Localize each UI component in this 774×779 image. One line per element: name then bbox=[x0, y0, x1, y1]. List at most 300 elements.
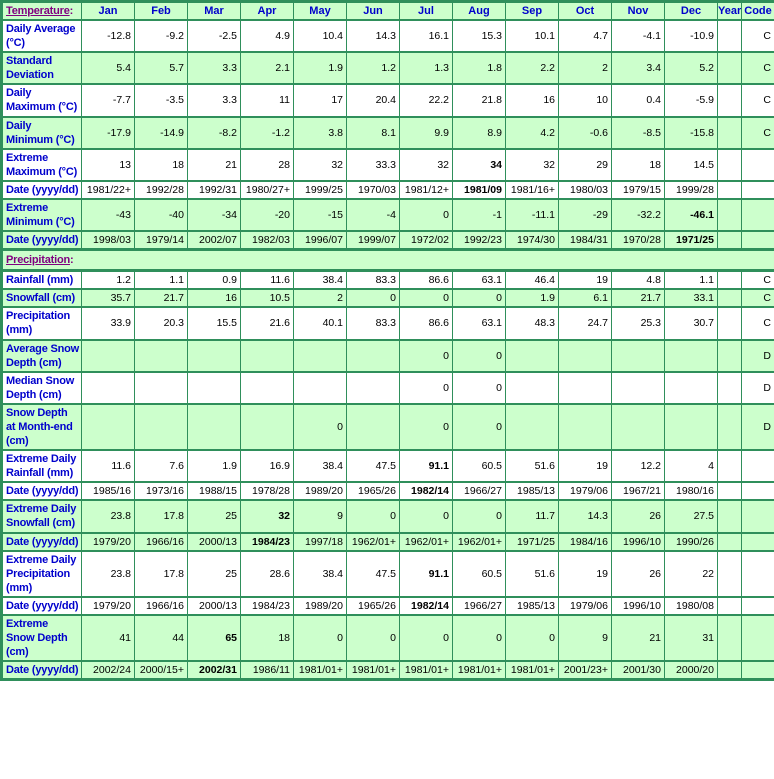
cell-extreme-daily-precipitation-may: 38.4 bbox=[294, 551, 347, 597]
cell-daily-minimum-aug: 8.9 bbox=[453, 117, 506, 149]
cell-extreme-daily-rainfall-aug: 60.5 bbox=[453, 450, 506, 482]
cell-extreme-daily-snowfall-date-aug: 1962/01+ bbox=[453, 533, 506, 551]
cell-daily-average-year bbox=[718, 20, 742, 52]
cell-extreme-minimum-date-year bbox=[718, 231, 742, 250]
row-label-daily-minimum: Daily Minimum (°C) bbox=[2, 117, 82, 149]
table-row-extreme-maximum bbox=[2, 149, 774, 181]
cell-daily-maximum-code: C bbox=[742, 84, 774, 116]
cell-median-snow-depth-sep bbox=[506, 372, 559, 404]
cell-rainfall-dec: 1.1 bbox=[665, 271, 718, 290]
cell-extreme-snow-depth-sep: 0 bbox=[506, 615, 559, 661]
cell-average-snow-depth-aug: 0 bbox=[453, 340, 506, 372]
cell-extreme-daily-precipitation-feb: 17.8 bbox=[135, 551, 188, 597]
cell-extreme-snow-depth-code bbox=[742, 615, 774, 661]
cell-standard-deviation-jul: 1.3 bbox=[400, 52, 453, 84]
precipitation-section-colon: : bbox=[70, 254, 74, 267]
cell-extreme-daily-precipitation-date-apr: 1984/23 bbox=[241, 597, 294, 615]
cell-precipitation-oct: 24.7 bbox=[559, 307, 612, 339]
cell-snowfall-apr: 10.5 bbox=[241, 289, 294, 307]
cell-extreme-daily-snowfall-date-year bbox=[718, 533, 742, 551]
cell-extreme-minimum-nov: -32.2 bbox=[612, 199, 665, 231]
row-label-extreme-minimum-date: Date (yyyy/dd) bbox=[2, 231, 82, 250]
table-row-snowfall bbox=[2, 289, 774, 307]
cell-rainfall-jul: 86.6 bbox=[400, 271, 453, 290]
cell-extreme-daily-rainfall-date-nov: 1967/21 bbox=[612, 482, 665, 500]
cell-extreme-daily-rainfall-apr: 16.9 bbox=[241, 450, 294, 482]
cell-extreme-daily-rainfall-jun: 47.5 bbox=[347, 450, 400, 482]
cell-extreme-daily-snowfall-date-jan: 1979/20 bbox=[82, 533, 135, 551]
cell-snow-depth-month-end-apr bbox=[241, 404, 294, 450]
table-row-extreme-daily-snowfall bbox=[2, 500, 774, 532]
temperature-colon: : bbox=[69, 5, 74, 17]
cell-extreme-maximum-feb: 18 bbox=[135, 149, 188, 181]
temperature-link[interactable]: Temperature bbox=[6, 5, 70, 17]
cell-rainfall-apr: 11.6 bbox=[241, 271, 294, 290]
row-label-snowfall: Snowfall (cm) bbox=[2, 289, 82, 307]
cell-snow-depth-month-end-sep bbox=[506, 404, 559, 450]
cell-extreme-maximum-date-nov: 1979/15 bbox=[612, 181, 665, 199]
table-row-precipitation bbox=[2, 307, 774, 339]
cell-extreme-daily-snowfall-date-code bbox=[742, 533, 774, 551]
cell-precipitation-nov: 25.3 bbox=[612, 307, 665, 339]
cell-extreme-daily-rainfall-oct: 19 bbox=[559, 450, 612, 482]
cell-extreme-maximum-jul: 32 bbox=[400, 149, 453, 181]
cell-average-snow-depth-sep bbox=[506, 340, 559, 372]
cell-extreme-snow-depth-date-code bbox=[742, 661, 774, 680]
cell-daily-maximum-jan: -7.7 bbox=[82, 84, 135, 116]
cell-extreme-snow-depth-mar: 65 bbox=[188, 615, 241, 661]
cell-extreme-maximum-nov: 18 bbox=[612, 149, 665, 181]
cell-snowfall-year bbox=[718, 289, 742, 307]
cell-daily-average-may: 10.4 bbox=[294, 20, 347, 52]
cell-average-snow-depth-nov bbox=[612, 340, 665, 372]
cell-extreme-daily-rainfall-date-mar: 1988/15 bbox=[188, 482, 241, 500]
column-header-jun: Jun bbox=[347, 2, 400, 21]
row-label-extreme-daily-precipitation-date: Date (yyyy/dd) bbox=[2, 597, 82, 615]
cell-median-snow-depth-nov bbox=[612, 372, 665, 404]
cell-standard-deviation-sep: 2.2 bbox=[506, 52, 559, 84]
cell-extreme-daily-precipitation-apr: 28.6 bbox=[241, 551, 294, 597]
cell-extreme-daily-snowfall-apr: 32 bbox=[241, 500, 294, 532]
cell-extreme-daily-rainfall-date-aug: 1966/27 bbox=[453, 482, 506, 500]
cell-rainfall-sep: 46.4 bbox=[506, 271, 559, 290]
cell-daily-minimum-jul: 9.9 bbox=[400, 117, 453, 149]
cell-median-snow-depth-jan bbox=[82, 372, 135, 404]
precipitation-section-row bbox=[2, 250, 774, 271]
cell-average-snow-depth-oct bbox=[559, 340, 612, 372]
cell-extreme-daily-rainfall-date-jul: 1982/14 bbox=[400, 482, 453, 500]
cell-extreme-minimum-jul: 0 bbox=[400, 199, 453, 231]
column-header-jan: Jan bbox=[82, 2, 135, 21]
table-row-daily-maximum bbox=[2, 84, 774, 116]
cell-median-snow-depth-dec bbox=[665, 372, 718, 404]
cell-extreme-daily-rainfall-date-year bbox=[718, 482, 742, 500]
cell-extreme-daily-snowfall-jun: 0 bbox=[347, 500, 400, 532]
cell-extreme-snow-depth-date-nov: 2001/30 bbox=[612, 661, 665, 680]
cell-rainfall-oct: 19 bbox=[559, 271, 612, 290]
cell-median-snow-depth-mar bbox=[188, 372, 241, 404]
cell-median-snow-depth-jul: 0 bbox=[400, 372, 453, 404]
cell-extreme-daily-precipitation-date-jun: 1965/26 bbox=[347, 597, 400, 615]
cell-extreme-daily-snowfall-sep: 11.7 bbox=[506, 500, 559, 532]
cell-extreme-daily-rainfall-date-code bbox=[742, 482, 774, 500]
cell-precipitation-feb: 20.3 bbox=[135, 307, 188, 339]
cell-rainfall-code: C bbox=[742, 271, 774, 290]
cell-extreme-minimum-date-mar: 2002/07 bbox=[188, 231, 241, 250]
cell-extreme-maximum-jan: 13 bbox=[82, 149, 135, 181]
column-header-year: Year bbox=[718, 2, 742, 21]
cell-extreme-daily-rainfall-date-may: 1989/20 bbox=[294, 482, 347, 500]
cell-extreme-daily-snowfall-may: 9 bbox=[294, 500, 347, 532]
cell-snow-depth-month-end-oct bbox=[559, 404, 612, 450]
cell-extreme-daily-precipitation-nov: 26 bbox=[612, 551, 665, 597]
table-row-extreme-daily-snowfall-date bbox=[2, 533, 774, 551]
cell-extreme-snow-depth-feb: 44 bbox=[135, 615, 188, 661]
cell-extreme-daily-rainfall-jan: 11.6 bbox=[82, 450, 135, 482]
cell-extreme-maximum-year bbox=[718, 149, 742, 181]
cell-extreme-snow-depth-date-jan: 2002/24 bbox=[82, 661, 135, 680]
cell-precipitation-jul: 86.6 bbox=[400, 307, 453, 339]
cell-standard-deviation-code: C bbox=[742, 52, 774, 84]
cell-extreme-maximum-date-apr: 1980/27+ bbox=[241, 181, 294, 199]
cell-extreme-maximum-date-oct: 1980/03 bbox=[559, 181, 612, 199]
cell-extreme-minimum-jan: -43 bbox=[82, 199, 135, 231]
cell-snow-depth-month-end-jun bbox=[347, 404, 400, 450]
cell-extreme-daily-precipitation-date-jul: 1982/14 bbox=[400, 597, 453, 615]
cell-daily-average-sep: 10.1 bbox=[506, 20, 559, 52]
cell-standard-deviation-nov: 3.4 bbox=[612, 52, 665, 84]
cell-extreme-snow-depth-jun: 0 bbox=[347, 615, 400, 661]
cell-snow-depth-month-end-dec bbox=[665, 404, 718, 450]
row-label-extreme-daily-snowfall-date: Date (yyyy/dd) bbox=[2, 533, 82, 551]
cell-extreme-maximum-code bbox=[742, 149, 774, 181]
cell-daily-average-jan: -12.8 bbox=[82, 20, 135, 52]
cell-daily-minimum-nov: -8.5 bbox=[612, 117, 665, 149]
cell-average-snow-depth-apr bbox=[241, 340, 294, 372]
cell-extreme-maximum-jun: 33.3 bbox=[347, 149, 400, 181]
cell-extreme-daily-rainfall-sep: 51.6 bbox=[506, 450, 559, 482]
cell-extreme-daily-precipitation-code bbox=[742, 551, 774, 597]
cell-rainfall-nov: 4.8 bbox=[612, 271, 665, 290]
cell-standard-deviation-apr: 2.1 bbox=[241, 52, 294, 84]
cell-average-snow-depth-may bbox=[294, 340, 347, 372]
cell-extreme-daily-snowfall-aug: 0 bbox=[453, 500, 506, 532]
cell-extreme-daily-precipitation-date-jan: 1979/20 bbox=[82, 597, 135, 615]
cell-extreme-minimum-date-sep: 1974/30 bbox=[506, 231, 559, 250]
cell-average-snow-depth-jan bbox=[82, 340, 135, 372]
cell-snow-depth-month-end-feb bbox=[135, 404, 188, 450]
cell-extreme-maximum-date-aug: 1981/09 bbox=[453, 181, 506, 199]
column-header-sep: Sep bbox=[506, 2, 559, 21]
cell-extreme-daily-rainfall-date-dec: 1980/16 bbox=[665, 482, 718, 500]
cell-extreme-daily-snowfall-date-jul: 1962/01+ bbox=[400, 533, 453, 551]
cell-snowfall-nov: 21.7 bbox=[612, 289, 665, 307]
row-label-extreme-daily-rainfall-date: Date (yyyy/dd) bbox=[2, 482, 82, 500]
column-header-aug: Aug bbox=[453, 2, 506, 21]
cell-extreme-maximum-date-jul: 1981/12+ bbox=[400, 181, 453, 199]
cell-precipitation-aug: 63.1 bbox=[453, 307, 506, 339]
cell-extreme-daily-precipitation-mar: 25 bbox=[188, 551, 241, 597]
cell-standard-deviation-oct: 2 bbox=[559, 52, 612, 84]
column-header-code: Code bbox=[742, 2, 774, 21]
cell-daily-average-dec: -10.9 bbox=[665, 20, 718, 52]
cell-extreme-daily-rainfall-nov: 12.2 bbox=[612, 450, 665, 482]
cell-daily-average-jun: 14.3 bbox=[347, 20, 400, 52]
cell-daily-maximum-oct: 10 bbox=[559, 84, 612, 116]
cell-average-snow-depth-feb bbox=[135, 340, 188, 372]
table-row-extreme-snow-depth bbox=[2, 615, 774, 661]
cell-snow-depth-month-end-may: 0 bbox=[294, 404, 347, 450]
cell-extreme-daily-precipitation-date-feb: 1966/16 bbox=[135, 597, 188, 615]
column-header-nov: Nov bbox=[612, 2, 665, 21]
column-header-row bbox=[2, 2, 774, 21]
table-row-extreme-daily-precipitation bbox=[2, 551, 774, 597]
cell-median-snow-depth-apr bbox=[241, 372, 294, 404]
cell-extreme-minimum-date-feb: 1979/14 bbox=[135, 231, 188, 250]
cell-extreme-daily-precipitation-date-year bbox=[718, 597, 742, 615]
cell-extreme-daily-rainfall-date-feb: 1973/16 bbox=[135, 482, 188, 500]
cell-daily-maximum-dec: -5.9 bbox=[665, 84, 718, 116]
table-row-extreme-daily-rainfall bbox=[2, 450, 774, 482]
cell-extreme-daily-snowfall-oct: 14.3 bbox=[559, 500, 612, 532]
cell-extreme-minimum-date-may: 1996/07 bbox=[294, 231, 347, 250]
cell-extreme-daily-precipitation-jul: 91.1 bbox=[400, 551, 453, 597]
cell-daily-maximum-mar: 3.3 bbox=[188, 84, 241, 116]
row-label-average-snow-depth: Average Snow Depth (cm) bbox=[2, 340, 82, 372]
cell-snowfall-mar: 16 bbox=[188, 289, 241, 307]
cell-extreme-snow-depth-year bbox=[718, 615, 742, 661]
row-label-standard-deviation: Standard Deviation bbox=[2, 52, 82, 84]
cell-daily-average-mar: -2.5 bbox=[188, 20, 241, 52]
cell-extreme-daily-rainfall-date-apr: 1978/28 bbox=[241, 482, 294, 500]
cell-snowfall-feb: 21.7 bbox=[135, 289, 188, 307]
table-row-standard-deviation bbox=[2, 52, 774, 84]
cell-daily-minimum-oct: -0.6 bbox=[559, 117, 612, 149]
cell-extreme-daily-precipitation-date-aug: 1966/27 bbox=[453, 597, 506, 615]
cell-extreme-daily-snowfall-mar: 25 bbox=[188, 500, 241, 532]
cell-extreme-daily-rainfall-code bbox=[742, 450, 774, 482]
cell-rainfall-may: 38.4 bbox=[294, 271, 347, 290]
cell-snowfall-sep: 1.9 bbox=[506, 289, 559, 307]
cell-extreme-maximum-date-jun: 1970/03 bbox=[347, 181, 400, 199]
row-label-snow-depth-month-end: Snow Depth at Month-end (cm) bbox=[2, 404, 82, 450]
cell-extreme-daily-precipitation-date-mar: 2000/13 bbox=[188, 597, 241, 615]
cell-extreme-maximum-date-feb: 1992/28 bbox=[135, 181, 188, 199]
cell-precipitation-jun: 83.3 bbox=[347, 307, 400, 339]
cell-extreme-maximum-date-code bbox=[742, 181, 774, 199]
cell-snowfall-jun: 0 bbox=[347, 289, 400, 307]
cell-extreme-minimum-dec: -46.1 bbox=[665, 199, 718, 231]
row-label-extreme-snow-depth-date: Date (yyyy/dd) bbox=[2, 661, 82, 680]
cell-precipitation-sep: 48.3 bbox=[506, 307, 559, 339]
cell-extreme-snow-depth-jan: 41 bbox=[82, 615, 135, 661]
cell-median-snow-depth-feb bbox=[135, 372, 188, 404]
cell-extreme-daily-precipitation-date-sep: 1985/13 bbox=[506, 597, 559, 615]
cell-extreme-maximum-date-jan: 1981/22+ bbox=[82, 181, 135, 199]
cell-snow-depth-month-end-code: D bbox=[742, 404, 774, 450]
table-row-rainfall bbox=[2, 271, 774, 290]
cell-daily-minimum-jun: 8.1 bbox=[347, 117, 400, 149]
cell-extreme-daily-precipitation-year bbox=[718, 551, 742, 597]
cell-extreme-daily-rainfall-jul: 91.1 bbox=[400, 450, 453, 482]
cell-extreme-minimum-may: -15 bbox=[294, 199, 347, 231]
cell-precipitation-mar: 15.5 bbox=[188, 307, 241, 339]
cell-extreme-snow-depth-date-year bbox=[718, 661, 742, 680]
cell-extreme-snow-depth-date-jul: 1981/01+ bbox=[400, 661, 453, 680]
cell-extreme-daily-snowfall-date-apr: 1984/23 bbox=[241, 533, 294, 551]
precipitation-section-label bbox=[2, 250, 774, 271]
cell-snowfall-oct: 6.1 bbox=[559, 289, 612, 307]
cell-extreme-maximum-date-dec: 1999/28 bbox=[665, 181, 718, 199]
cell-daily-average-feb: -9.2 bbox=[135, 20, 188, 52]
cell-extreme-daily-precipitation-aug: 60.5 bbox=[453, 551, 506, 597]
table-row-extreme-minimum-date bbox=[2, 231, 774, 250]
cell-rainfall-feb: 1.1 bbox=[135, 271, 188, 290]
cell-snowfall-jul: 0 bbox=[400, 289, 453, 307]
cell-extreme-minimum-date-nov: 1970/28 bbox=[612, 231, 665, 250]
cell-precipitation-year bbox=[718, 307, 742, 339]
cell-extreme-daily-snowfall-jul: 0 bbox=[400, 500, 453, 532]
row-label-rainfall: Rainfall (mm) bbox=[2, 271, 82, 290]
cell-daily-maximum-year bbox=[718, 84, 742, 116]
cell-rainfall-aug: 63.1 bbox=[453, 271, 506, 290]
cell-extreme-daily-snowfall-dec: 27.5 bbox=[665, 500, 718, 532]
cell-extreme-snow-depth-date-may: 1981/01+ bbox=[294, 661, 347, 680]
cell-daily-minimum-year bbox=[718, 117, 742, 149]
cell-snow-depth-month-end-year bbox=[718, 404, 742, 450]
cell-extreme-daily-rainfall-may: 38.4 bbox=[294, 450, 347, 482]
row-label-median-snow-depth: Median Snow Depth (cm) bbox=[2, 372, 82, 404]
cell-extreme-daily-precipitation-date-code bbox=[742, 597, 774, 615]
column-header-feb: Feb bbox=[135, 2, 188, 21]
cell-extreme-minimum-apr: -20 bbox=[241, 199, 294, 231]
row-label-extreme-maximum-date: Date (yyyy/dd) bbox=[2, 181, 82, 199]
cell-extreme-daily-snowfall-date-jun: 1962/01+ bbox=[347, 533, 400, 551]
cell-standard-deviation-jun: 1.2 bbox=[347, 52, 400, 84]
cell-extreme-daily-rainfall-date-oct: 1979/06 bbox=[559, 482, 612, 500]
cell-extreme-daily-precipitation-jun: 47.5 bbox=[347, 551, 400, 597]
cell-extreme-minimum-oct: -29 bbox=[559, 199, 612, 231]
cell-precipitation-apr: 21.6 bbox=[241, 307, 294, 339]
cell-extreme-daily-snowfall-code bbox=[742, 500, 774, 532]
cell-extreme-maximum-may: 32 bbox=[294, 149, 347, 181]
cell-precipitation-may: 40.1 bbox=[294, 307, 347, 339]
cell-extreme-maximum-mar: 21 bbox=[188, 149, 241, 181]
cell-snow-depth-month-end-mar bbox=[188, 404, 241, 450]
cell-snowfall-may: 2 bbox=[294, 289, 347, 307]
cell-extreme-maximum-date-mar: 1992/31 bbox=[188, 181, 241, 199]
cell-extreme-maximum-sep: 32 bbox=[506, 149, 559, 181]
cell-daily-maximum-nov: 0.4 bbox=[612, 84, 665, 116]
precipitation-section-link[interactable]: Precipitation bbox=[6, 254, 71, 267]
cell-extreme-minimum-date-jul: 1972/02 bbox=[400, 231, 453, 250]
row-label-precipitation: Precipitation (mm) bbox=[2, 307, 82, 339]
cell-median-snow-depth-jun bbox=[347, 372, 400, 404]
cell-snow-depth-month-end-jan bbox=[82, 404, 135, 450]
cell-standard-deviation-jan: 5.4 bbox=[82, 52, 135, 84]
cell-daily-average-jul: 16.1 bbox=[400, 20, 453, 52]
cell-extreme-snow-depth-date-feb: 2000/15+ bbox=[135, 661, 188, 680]
cell-daily-maximum-feb: -3.5 bbox=[135, 84, 188, 116]
cell-extreme-daily-snowfall-date-may: 1997/18 bbox=[294, 533, 347, 551]
cell-extreme-daily-precipitation-dec: 22 bbox=[665, 551, 718, 597]
cell-daily-maximum-may: 17 bbox=[294, 84, 347, 116]
cell-extreme-daily-snowfall-feb: 17.8 bbox=[135, 500, 188, 532]
table-row-daily-average bbox=[2, 20, 774, 52]
table-row-snow-depth-month-end bbox=[2, 404, 774, 450]
cell-median-snow-depth-code: D bbox=[742, 372, 774, 404]
cell-extreme-snow-depth-date-dec: 2000/20 bbox=[665, 661, 718, 680]
cell-daily-minimum-jan: -17.9 bbox=[82, 117, 135, 149]
column-header-jul: Jul bbox=[400, 2, 453, 21]
cell-standard-deviation-may: 1.9 bbox=[294, 52, 347, 84]
cell-extreme-minimum-date-aug: 1992/23 bbox=[453, 231, 506, 250]
cell-daily-maximum-jun: 20.4 bbox=[347, 84, 400, 116]
table-row-median-snow-depth bbox=[2, 372, 774, 404]
cell-rainfall-year bbox=[718, 271, 742, 290]
cell-standard-deviation-mar: 3.3 bbox=[188, 52, 241, 84]
cell-daily-minimum-may: 3.8 bbox=[294, 117, 347, 149]
cell-extreme-daily-snowfall-date-oct: 1984/16 bbox=[559, 533, 612, 551]
cell-extreme-snow-depth-dec: 31 bbox=[665, 615, 718, 661]
cell-extreme-daily-snowfall-date-dec: 1990/26 bbox=[665, 533, 718, 551]
row-label-daily-average: Daily Average (°C) bbox=[2, 20, 82, 52]
cell-extreme-minimum-date-dec: 1971/25 bbox=[665, 231, 718, 250]
cell-snow-depth-month-end-nov bbox=[612, 404, 665, 450]
cell-average-snow-depth-jul: 0 bbox=[400, 340, 453, 372]
cell-standard-deviation-year bbox=[718, 52, 742, 84]
column-header-oct: Oct bbox=[559, 2, 612, 21]
cell-precipitation-code: C bbox=[742, 307, 774, 339]
cell-median-snow-depth-aug: 0 bbox=[453, 372, 506, 404]
row-label-extreme-minimum: Extreme Minimum (°C) bbox=[2, 199, 82, 231]
cell-extreme-minimum-date-code bbox=[742, 231, 774, 250]
cell-extreme-snow-depth-date-mar: 2002/31 bbox=[188, 661, 241, 680]
cell-extreme-snow-depth-nov: 21 bbox=[612, 615, 665, 661]
cell-average-snow-depth-jun bbox=[347, 340, 400, 372]
column-header-dec: Dec bbox=[665, 2, 718, 21]
cell-snowfall-aug: 0 bbox=[453, 289, 506, 307]
cell-average-snow-depth-dec bbox=[665, 340, 718, 372]
cell-extreme-snow-depth-date-oct: 2001/23+ bbox=[559, 661, 612, 680]
cell-daily-maximum-apr: 11 bbox=[241, 84, 294, 116]
cell-extreme-minimum-sep: -11.1 bbox=[506, 199, 559, 231]
cell-extreme-daily-precipitation-date-nov: 1996/10 bbox=[612, 597, 665, 615]
cell-extreme-maximum-aug: 34 bbox=[453, 149, 506, 181]
cell-extreme-daily-snowfall-jan: 23.8 bbox=[82, 500, 135, 532]
table-row-average-snow-depth bbox=[2, 340, 774, 372]
cell-average-snow-depth-mar bbox=[188, 340, 241, 372]
cell-extreme-maximum-date-year bbox=[718, 181, 742, 199]
cell-extreme-snow-depth-may: 0 bbox=[294, 615, 347, 661]
row-label-extreme-daily-snowfall: Extreme Daily Snowfall (cm) bbox=[2, 500, 82, 532]
cell-extreme-minimum-aug: -1 bbox=[453, 199, 506, 231]
cell-extreme-daily-rainfall-mar: 1.9 bbox=[188, 450, 241, 482]
cell-extreme-maximum-oct: 29 bbox=[559, 149, 612, 181]
column-header-may: May bbox=[294, 2, 347, 21]
cell-extreme-minimum-jun: -4 bbox=[347, 199, 400, 231]
cell-daily-maximum-jul: 22.2 bbox=[400, 84, 453, 116]
cell-rainfall-mar: 0.9 bbox=[188, 271, 241, 290]
table-row-extreme-daily-precipitation-date bbox=[2, 597, 774, 615]
cell-extreme-daily-rainfall-feb: 7.6 bbox=[135, 450, 188, 482]
cell-extreme-daily-rainfall-date-jun: 1965/26 bbox=[347, 482, 400, 500]
cell-extreme-maximum-date-may: 1999/25 bbox=[294, 181, 347, 199]
cell-extreme-minimum-date-apr: 1982/03 bbox=[241, 231, 294, 250]
cell-rainfall-jun: 83.3 bbox=[347, 271, 400, 290]
column-header-mar: Mar bbox=[188, 2, 241, 21]
cell-median-snow-depth-may bbox=[294, 372, 347, 404]
